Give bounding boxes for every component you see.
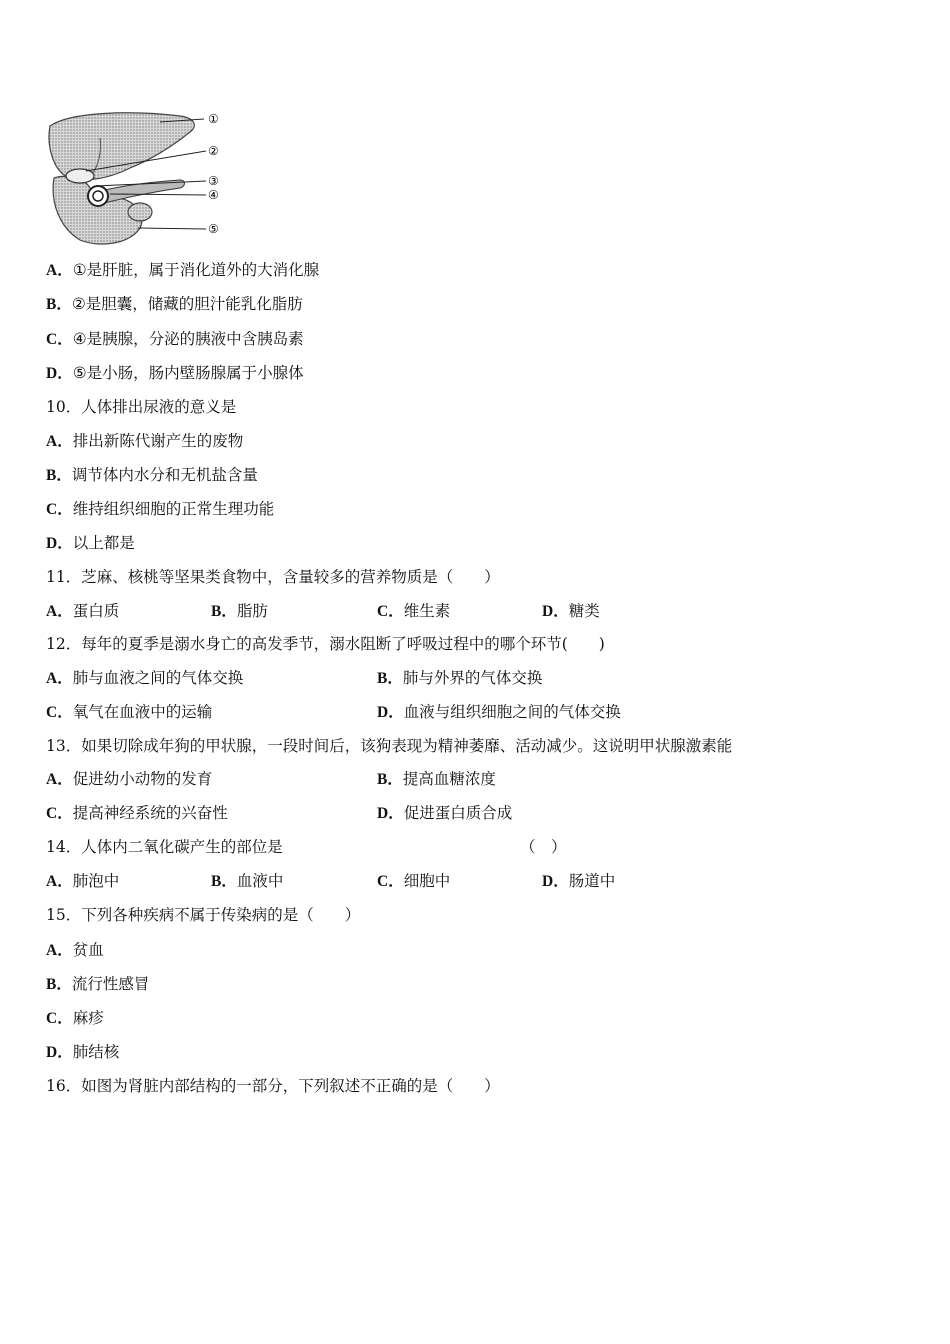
option-text: 提高神经系统的兴奋性 — [72, 804, 228, 822]
q11-stem: 11．芝麻、核桃等坚果类食物中，含量较多的营养物质是（ ） — [46, 568, 500, 586]
q15-option-a — [46, 940, 104, 961]
q10-option-a — [46, 431, 243, 452]
q9-option-c — [46, 329, 304, 350]
option-text: 肺结核 — [72, 1043, 120, 1061]
option-text: 蛋白质 — [72, 602, 120, 620]
option-text: 糖类 — [568, 602, 600, 620]
option-letter: B． — [377, 771, 403, 788]
q12-option-b — [377, 668, 542, 689]
q10-option-c — [46, 499, 274, 520]
option-letter: A． — [46, 603, 73, 620]
q11-option-a — [46, 601, 119, 622]
option-text: 血液中 — [236, 872, 284, 890]
q16-stem: 16．如图为肾脏内部结构的一部分，下列叙述不正确的是（ ） — [46, 1077, 500, 1095]
q9-option-b — [46, 294, 303, 315]
q10-stem: 10．人体排出尿液的意义是 — [46, 398, 237, 416]
q15-option-b — [46, 974, 149, 995]
q15-option-d — [46, 1042, 119, 1063]
option-text: ②是胆囊，储藏的胆汁能乳化脂肪 — [71, 295, 303, 313]
option-text: 促进幼小动物的发育 — [72, 770, 213, 788]
option-text: 排出新陈代谢产生的废物 — [72, 432, 244, 450]
option-letter: B． — [211, 603, 237, 620]
option-letter: C． — [46, 704, 73, 721]
figure-label-5: ⑤ — [208, 222, 219, 236]
option-letter: D． — [542, 603, 569, 620]
option-letter: B． — [46, 296, 72, 313]
q13-option-d — [377, 803, 512, 824]
figure-label-1: ① — [208, 112, 219, 126]
option-text: 脂肪 — [236, 602, 268, 620]
digestive-gland-figure — [40, 108, 240, 248]
option-letter: A． — [46, 262, 73, 279]
option-text: 肺泡中 — [72, 872, 120, 890]
gallbladder-shape — [66, 169, 94, 183]
option-letter: C． — [46, 1010, 73, 1027]
option-letter: D． — [377, 704, 404, 721]
option-letter: A． — [46, 942, 73, 959]
q15-option-c — [46, 1008, 104, 1029]
q14-option-b — [211, 871, 283, 892]
intestine-shape — [128, 203, 152, 221]
q14-option-a — [46, 871, 119, 892]
q12-stem: 12．每年的夏季是溺水身亡的高发季节，溺水阻断了呼吸过程中的哪个环节( ) — [46, 635, 605, 653]
option-letter: C． — [46, 805, 73, 822]
q14-option-d — [542, 871, 615, 892]
q9-option-d — [46, 363, 304, 384]
option-letter: C． — [46, 501, 73, 518]
q13-stem: 13．如果切除成年狗的甲状腺，一段时间后，该狗表现为精神萎靡、活动减少。这说明甲状腺激素能 — [46, 737, 733, 755]
option-letter: C． — [46, 331, 73, 348]
option-text: 以上都是 — [72, 534, 135, 552]
liver-diagram — [40, 108, 240, 248]
option-text: 提高血糖浓度 — [402, 770, 496, 788]
option-text: 促进蛋白质合成 — [403, 804, 513, 822]
option-letter: C． — [377, 603, 404, 620]
q11-option-c — [377, 601, 450, 622]
option-text: 细胞中 — [403, 872, 451, 890]
option-letter: C． — [377, 873, 404, 890]
option-letter: D． — [46, 1044, 73, 1061]
option-text: 维持组织细胞的正常生理功能 — [72, 500, 275, 518]
option-letter: A． — [46, 771, 73, 788]
q12-option-c — [46, 702, 212, 723]
option-text: 流行性感冒 — [71, 975, 150, 993]
figure-label-4: ④ — [208, 188, 219, 202]
option-letter: D． — [46, 535, 73, 552]
q14-stem: 14．人体内二氧化碳产生的部位是 — [46, 838, 283, 856]
option-text: 调节体内水分和无机盐含量 — [71, 466, 258, 484]
q13-option-b — [377, 769, 496, 790]
option-text: 氧气在血液中的运输 — [72, 703, 213, 721]
option-letter: A． — [46, 433, 73, 450]
option-text: ⑤是小肠，肠内壁肠腺属于小腺体 — [72, 364, 304, 382]
option-letter: B． — [211, 873, 237, 890]
option-text: 肺与血液之间的气体交换 — [72, 669, 244, 687]
option-letter: D． — [542, 873, 569, 890]
q9-option-a — [46, 260, 319, 281]
option-letter: B． — [46, 467, 72, 484]
option-letter: A． — [46, 670, 73, 687]
figure-label-2: ② — [208, 144, 219, 158]
q12-option-d — [377, 702, 621, 723]
q11-option-d — [542, 601, 600, 622]
option-text: 贫血 — [72, 941, 104, 959]
option-text: 麻疹 — [72, 1009, 104, 1027]
option-text: 肠道中 — [568, 872, 616, 890]
q13-option-a — [46, 769, 212, 790]
option-text: 肺与外界的气体交换 — [402, 669, 543, 687]
option-letter: D． — [46, 365, 73, 382]
liver-shape — [49, 113, 194, 180]
option-text: 维生素 — [403, 602, 451, 620]
q14-answer-parentheses: （ ） — [520, 838, 567, 856]
option-letter: B． — [377, 670, 403, 687]
option-letter: B． — [46, 976, 72, 993]
option-text: ①是肝脏，属于消化道外的大消化腺 — [72, 261, 320, 279]
option-letter: A． — [46, 873, 73, 890]
q15-stem: 15．下列各种疾病不属于传染病的是（ ） — [46, 906, 361, 924]
option-text: ④是胰腺，分泌的胰液中含胰岛素 — [72, 330, 304, 348]
q14-option-c — [377, 871, 450, 892]
option-letter: D． — [377, 805, 404, 822]
figure-label-3: ③ — [208, 174, 219, 188]
q10-option-d — [46, 533, 135, 554]
q12-option-a — [46, 668, 243, 689]
q10-option-b — [46, 465, 258, 486]
option-text: 血液与组织细胞之间的气体交换 — [403, 703, 621, 721]
q11-option-b — [211, 601, 268, 622]
q13-option-c — [46, 803, 228, 824]
